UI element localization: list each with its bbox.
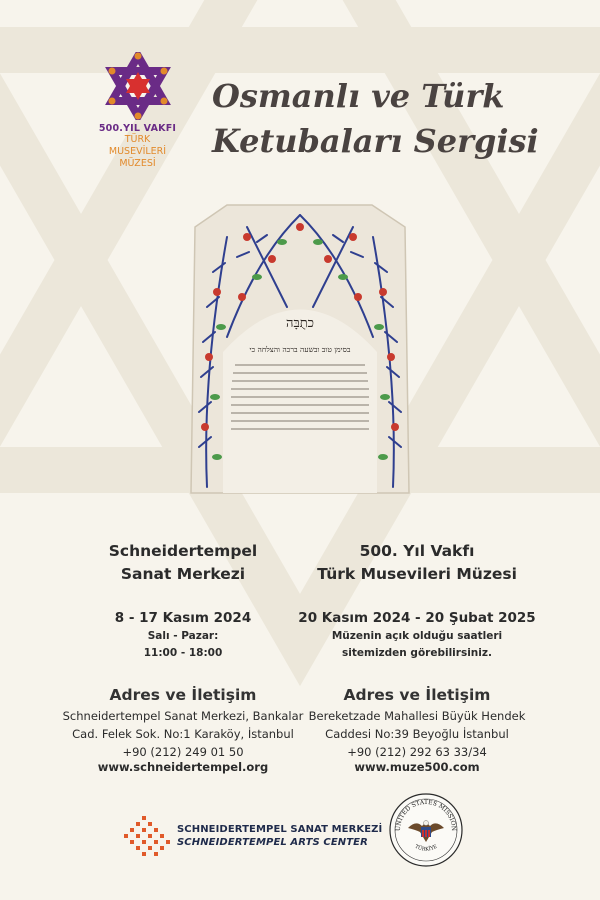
museum-logo-star-icon — [103, 52, 173, 120]
left-hours-line-2: 11:00 - 18:00 — [143, 647, 223, 659]
arts-center-name-en: SCHNEIDERTEMPEL ARTS CENTER — [177, 837, 368, 848]
arts-center-name-tr: SCHNEIDERTEMPEL SANAT MERKEZİ — [177, 824, 383, 835]
right-address-line-1: Bereketzade Mahallesi Büyük Hendek — [308, 709, 526, 723]
left-hours-line-1: Salı - Pazar: — [147, 630, 219, 642]
ketubah-heading: כתֻבָּה — [285, 316, 315, 331]
museum-logo — [95, 52, 180, 170]
arts-center-logo-icon — [122, 812, 177, 860]
left-phone: +90 (212) 249 01 50 — [122, 745, 244, 759]
logo-line-1: 500.YIL VAKFI — [98, 123, 177, 134]
right-phone: +90 (212) 292 63 33/34 — [347, 745, 487, 759]
left-dates: 8 - 17 Kasım 2024 — [114, 610, 252, 626]
left-website: www.schneidertempel.org — [97, 760, 269, 774]
logo-line-2: TÜRK MUSEVİLERİ — [108, 134, 167, 157]
right-website: www.muze500.com — [354, 760, 480, 774]
left-venue-line-1: Schneidertempel — [108, 542, 258, 560]
right-venue-name — [282, 540, 552, 586]
seal-bottom-text: TÜRKİYE — [413, 843, 439, 853]
left-address-line-1: Schneidertempel Sanat Merkezi, Bankalar — [62, 709, 304, 723]
logo-line-3: MÜZESİ — [119, 158, 156, 169]
right-dates: 20 Kasım 2024 - 20 Şubat 2025 — [298, 610, 536, 626]
ketubah-illustration — [187, 197, 413, 497]
right-opening-note — [282, 628, 552, 662]
us-mission-seal — [388, 792, 464, 868]
seal-top-text: UNITED STATES MISSION — [394, 799, 458, 832]
title-line-2: Ketubaları Sergisi — [212, 122, 539, 160]
left-venue-name — [48, 540, 318, 586]
ketubah-opening-line: בסימן טוב ובשעה ברכה והצלחה כי — [249, 345, 351, 354]
right-note-line-1: Müzenin açık olduğu saatleri — [331, 630, 503, 642]
right-note-line-2: sitemizden görebilirsiniz. — [342, 647, 492, 659]
right-venue-line-1: 500. Yıl Vakfı — [359, 542, 475, 560]
left-address — [48, 707, 318, 761]
exhibition-title — [212, 74, 539, 164]
right-venue-line-2: Türk Musevileri Müzesi — [317, 565, 517, 583]
left-address-line-2: Cad. Felek Sok. No:1 Karaköy, İstanbul — [72, 727, 294, 741]
title-line-1: Osmanlı ve Türk — [212, 77, 505, 115]
arts-center-name — [177, 823, 382, 849]
left-opening-hours — [48, 628, 318, 662]
left-address-heading: Adres ve İletişim — [109, 686, 257, 704]
right-address — [282, 707, 552, 761]
left-venue-line-2: Sanat Merkezi — [120, 565, 246, 583]
right-address-heading: Adres ve İletişim — [343, 686, 491, 704]
right-address-line-2: Caddesi No:39 Beyoğlu İstanbul — [325, 727, 509, 741]
